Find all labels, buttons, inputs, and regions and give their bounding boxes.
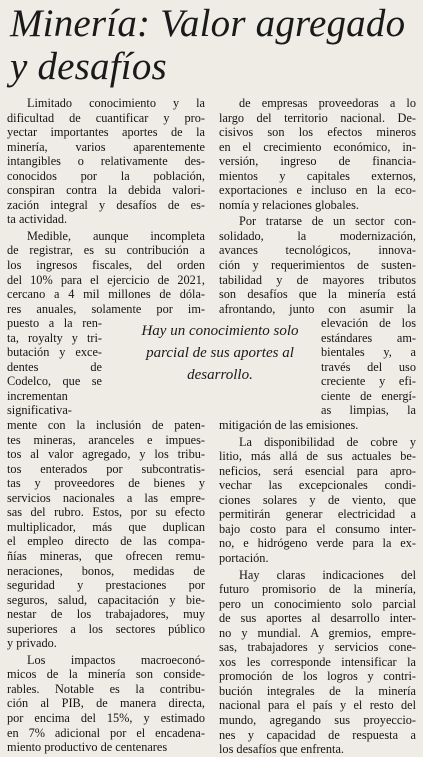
text-line: dificultad de cuantificar y pro- (7, 110, 205, 125)
text-line: largo del territorio nacional. De- (219, 110, 416, 125)
text-line: sas, trabajadores y servicios cone- (219, 640, 416, 655)
text-line: tes mineras, aranceles e impues- (7, 432, 205, 447)
text-line: neficios, será esencial para apro- (219, 463, 416, 478)
article-column-left (7, 96, 205, 755)
text-line: ción y requerimientos de susten- (219, 258, 416, 273)
text-line: portación. (219, 550, 269, 565)
text-line: tabilidad y de mayores tributos (219, 272, 416, 287)
text-line: afrontando, junto con asumir la (219, 301, 416, 316)
text-line: superiores a los sectores público (7, 621, 205, 636)
text-line: mientos y capitales externos, (219, 168, 416, 183)
text-line: los desafíos que enfrenta. (219, 742, 344, 757)
text-line: ción al PIB, de manera directa, (7, 696, 205, 711)
text-line: litio, más allá de sus actuales be- (219, 449, 416, 464)
text-line: permitirán generar electricidad a (219, 507, 416, 522)
text-line: nes y capacidad de respuesta a (219, 727, 416, 742)
text-line: son desafíos que la minería está (219, 287, 416, 302)
text-line: ciones solares y de viento, que (219, 492, 416, 507)
text-line: res anuales, solamente por im- (7, 301, 205, 316)
text-line: promoción de los logros y contri- (219, 669, 416, 684)
text-line: yectar importantes aportes de la (7, 125, 205, 140)
text-line: rables. Notable es la contribu- (7, 681, 205, 696)
text-line: minería, varios aparentemente (7, 139, 205, 154)
text-line: tas y proveedores de bienes y (7, 476, 205, 491)
text-line: y privado. (7, 636, 57, 651)
text-line: conocidos por la población, (7, 168, 205, 183)
text-line: nomía y relaciones globales. (219, 197, 360, 212)
headline: Minería: Valor agregado y desafíos (10, 2, 406, 88)
text-line: as limpias, la (321, 403, 416, 418)
text-line: nacional para el país y el resto del (219, 698, 416, 713)
text-line: no, e hidrógeno verde para la ex- (219, 536, 416, 551)
paragraph (219, 96, 416, 212)
text-line: en el crecimiento económico, in- (219, 139, 416, 154)
text-line: puesto a la ren- (7, 316, 102, 331)
text-line: cercano a 4 mil millones de dóla- (7, 287, 205, 302)
text-line: Los impactos macroeconó- (27, 652, 205, 667)
article-column-right (219, 96, 416, 757)
paragraph (7, 96, 205, 227)
text-line: tos enterados por subcontratis- (7, 461, 205, 476)
text-line: en 7% adicional por el encadena- (7, 725, 205, 740)
paragraph (219, 568, 416, 757)
text-line: exportaciones e incluso en la eco- (219, 183, 416, 198)
text-line: ta actividad. (7, 212, 68, 227)
text-line: no y mundial. A gremios, empre- (219, 625, 416, 640)
paragraph (7, 653, 205, 755)
paragraph (219, 435, 416, 566)
text-line: incrementan (7, 388, 68, 403)
text-line: seguros, salud, capacitación y bie- (7, 592, 205, 607)
text-line: ciente de energí- (321, 388, 416, 403)
text-line: intangibles o relativamente des- (7, 154, 205, 169)
text-line: conspiran contra la debida valori- (7, 183, 205, 198)
text-line: Medible, aunque incompleta (27, 228, 205, 243)
text-line: mitigación de las emisiones. (219, 418, 359, 433)
text-line: los ingresos fiscales, del orden (7, 258, 205, 273)
text-line: bución integrales de la minería (219, 683, 416, 698)
text-line: mundo, agregando sus proyeccio- (219, 712, 416, 727)
text-line: creciente y efi- (321, 374, 416, 389)
text-line: servicios nacionales a las empre- (7, 490, 205, 505)
text-line: de registrar, es su contribución a (7, 243, 205, 258)
text-line: de sus aportes al desarrollo inter- (219, 611, 416, 626)
text-line: significativa- (7, 403, 72, 418)
text-line: futuro promisorio de la minería, (219, 582, 416, 597)
text-line: tos al valor agregado, y los tribu- (7, 447, 205, 462)
text-line: mente con la inclusión de paten- (7, 418, 205, 433)
text-line: por encima del 15%, y estimado (7, 710, 205, 725)
text-line: dentes de (7, 359, 102, 374)
text-line: xos les corresponde intensificar la (219, 654, 416, 669)
text-line: elevación de los (321, 316, 416, 331)
paragraph (7, 229, 205, 651)
text-line: través del uso (321, 359, 416, 374)
text-line: versión, ingreso de financia- (219, 154, 416, 169)
text-line: bientales y, a (321, 345, 416, 360)
text-line: multiplicador, más que duplican (7, 519, 205, 534)
text-line: pero un conocimiento solo parcial (219, 596, 416, 611)
text-line: zación integral y desafíos de es- (7, 197, 205, 212)
text-line: Limitado conocimiento y la (27, 96, 205, 110)
text-line: miento productivo de centenares (7, 740, 168, 755)
text-line: micos de la minería son conside- (7, 667, 205, 682)
text-line: neraciones, bonos, medidas de (7, 563, 205, 578)
text-line: solidado, la modernización, (219, 228, 416, 243)
text-line: nestar de los trabajadores, muy (7, 607, 205, 622)
text-line: estándares am- (321, 330, 416, 345)
text-line: vechar las excepcionales condi- (219, 478, 416, 493)
text-line: Codelco, que se (7, 374, 102, 389)
text-line: seguridad y prestaciones por (7, 578, 205, 593)
text-line: sas del rubro. Estos, por su efecto (7, 505, 205, 520)
text-line: bajo costo para el consumo inter- (219, 521, 416, 536)
text-line: el empleo directo de las compa- (7, 534, 205, 549)
text-line: Hay claras indicaciones del (239, 567, 416, 582)
text-line: ñías mineras, que ofrecen remu- (7, 548, 205, 563)
text-line: ta, royalty y tri- (7, 330, 102, 345)
text-line: cisivos son los efectos mineros (219, 125, 416, 140)
pull-quote: Hay un conocimiento solo parcial de sus aportes al desarrollo. (141, 323, 299, 383)
text-line: Por tratarse de un sector con- (239, 214, 416, 229)
text-line: La disponibilidad de cobre y (239, 434, 416, 449)
text-line: de empresas proveedoras a lo (239, 96, 416, 110)
text-line: avances tecnológicos, innova- (219, 243, 416, 258)
text-line: del 10% para el ejercicio de 2021, (7, 272, 205, 287)
text-line: butación y exce- (7, 345, 102, 360)
